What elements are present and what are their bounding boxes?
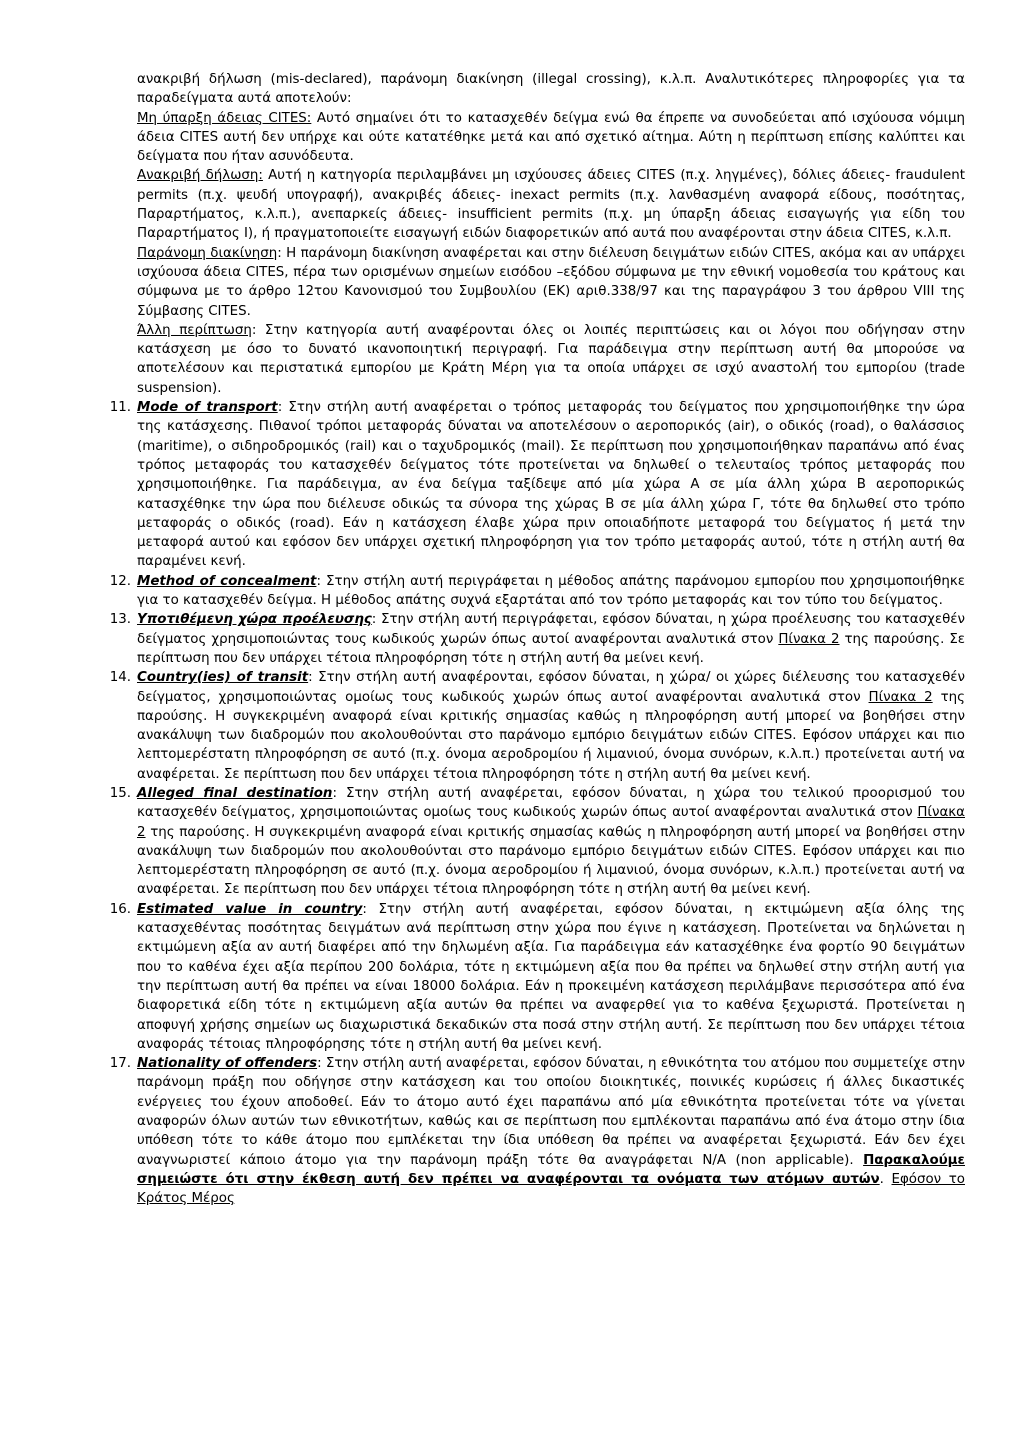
item-term: Country(ies) of transit <box>137 670 309 686</box>
item-term: Nationality of offenders <box>137 1056 318 1072</box>
member-state-link: Εφόσον το Κράτος Μέρος <box>137 1171 965 1207</box>
table-2-link[interactable]: Πίνακα 2 <box>137 805 965 840</box>
list-item-14 <box>109 668 965 784</box>
numbered-list <box>109 398 966 1208</box>
list-item-17 <box>109 1054 965 1208</box>
table-2-link[interactable]: Πίνακα 2 <box>868 689 933 705</box>
misdeclared-paragraph <box>137 166 965 243</box>
list-number: 12. <box>109 573 131 589</box>
list-number: 16. <box>109 901 131 917</box>
other-case-text: : Στην κατηγορία αυτή αναφέρονται όλες οι λοιπές περιπτώσεις και οι λόγοι που οδήγησαν στην κατάσχεση με όσο το δυνατό ικανοποιητική περιγραφή. Για παράδειγμα στην περίπτωση αυτή θα μπορούσε να αποτελέσουν και περιστατικά εμπορίου με Κράτη Μέρη για τα οποία υπάρχει σε ισχύ αναστολή του εμπορίου (trade suspension). <box>137 322 965 396</box>
illegal-crossing-term: Παράνομη διακίνηση <box>137 245 278 261</box>
list-number: 13. <box>109 612 131 628</box>
document-page <box>109 70 966 1209</box>
list-item-13 <box>109 610 966 668</box>
item-text: της παρούσης. Η συγκεκριμένη αναφορά είναι κριτικής σημασίας καθώς η πληροφόρηση αυτή μπορεί να βοηθήσει στην ανακάλυψη των διαδρομών που ακολουθούνται στο παράνομο εμπόριο δειγμάτων ειδών CITES. Εφόσον υπάρχει και πιο λεπτομερέστατη πληροφόρηση σε αυτό (π.χ. όνομα αεροδρομίου ή λιμανιού, όνομα συνόρων, κ.λ.π.) προτείνεται αυτή να αναφέρεται. Σε περίπτωση που δεν υπάρχει τέτοια πληροφόρηση τότε η στήλη αυτή θα μείνει κενή. <box>137 824 965 898</box>
intro-paragraph <box>137 70 965 109</box>
item-text: : Στην στήλη αυτή αναφέρεται, εφόσον δύναται, η εθνικότητα του ατόμου που συμμετείχε στην παράνομη πράξη που οδήγησε στην κατάσχεση και του οποίου διοικητικές, ποινικές κυρώσεις ή άλλες δικαστικές ενέργειες του έχουν αποδοθεί. Εάν το άτομο αυτό έχει παραπάνω από μία εθνικότητα προτείνεται τότε να γίνεται αναφορών όλων αυτών των εθνικοτήτων, καθώς και σε περίπτωση που εμπλέκονται παραπάνω από ένα άτομο στην ίδια υπόθεση τότε το κάθε άτομο που εμπλέκεται την ίδια υπόθεση θα πρέπει να αναφέρεται ξεχωριστά. Εάν δεν έχει αναγνωριστεί κάποιο άτομο για την παράνομη πράξη τότε θα αναγράφεται N/A (non applicable). <box>137 1056 965 1168</box>
item-term: Alleged final destination <box>137 785 333 801</box>
illegal-crossing-text: : Η παράνομη διακίνηση αναφέρεται και στην διέλευση δειγμάτων ειδών CITES, ακόμα και αν υπάρχει ισχύουσα άδεια CITES, πέρα των ορισμένων σημείων εισόδου –εξόδου σύμφωνα με την εθνική νομοθεσία του κράτους και σύμφωνα με το άρθρο 12του Κανονισμού του Συμβουλίου (ΕΚ) αριθ.338/97 και της παραγράφου 3 του άρθρου VIII της Σύμβασης CITES. <box>137 245 965 319</box>
intro-text: ανακριβή δήλωση (mis-declared), παράνομη διακίνηση (illegal crossing), κ.λ.π. Αναλυτικότερες πληροφορίες για τα παραδείγματα αυτά αποτελούν: <box>137 72 965 107</box>
other-case-paragraph <box>137 321 965 398</box>
list-number: 15. <box>109 785 131 801</box>
misdeclared-text: Αυτή η κατηγορία περιλαμβάνει μη ισχύουσες άδειες CITES (π.χ. ληγμένες), δόλιες άδειες- fraudulent permits (π.χ. ψευδή υπογραφή), ανακριβές άδειες- inexact permits (π.χ. λανθασμένη αναφορά είδους, ποσότητας, Παραρτήματος, κ.λ.π.), ανεπαρκείς άδειες- insufficient permits (π.χ. μη ύπαρξη άδειας εισαγωγής για είδη του Παραρτήματος Ι), ή πραγματοποιείτε εισαγωγή ειδών διαφορετικών από αυτά που αναφέρονται στην άδεια CITES, κ.λ.π. <box>137 168 966 242</box>
list-number: 14. <box>109 670 131 686</box>
item-text: . <box>879 1171 892 1187</box>
item-text: της παρούσης. Σε περίπτωση που δεν υπάρχει τέτοια πληροφόρηση τότε η στήλη αυτή θα μείνει κενή. <box>137 631 966 666</box>
table-2-link[interactable]: Πίνακα 2 <box>778 631 840 647</box>
list-number: 17. <box>109 1056 131 1072</box>
list-item-11 <box>109 398 966 572</box>
list-number: 11. <box>109 400 131 416</box>
illegal-crossing-paragraph <box>137 244 965 321</box>
list-item-12 <box>109 572 965 611</box>
no-permit-term: Μη ύπαρξη άδειας CITES: <box>137 110 312 126</box>
item-text: : Στην στήλη αυτή αναφέρεται ο τρόπος μεταφοράς του δείγματος που χρησιμοποιήθηκε την ώρα της κατάσχεσης. Πιθανοί τρόποι μεταφοράς δύναται να αποτελέσουν ο αεροπορικός (air), ο οδικός (road), ο θαλάσσιος (maritime), ο σιδηροδρομικός (rail) και ο ταχυδρομικός (mail). Σε περίπτωση που χρησιμοποιήθηκαν παραπάνω από ένας τρόπος μεταφοράς του κατασχεθέν δείγματος τότε προτείνεται να δηλωθεί ο τελευταίος τρόπος μεταφοράς που χρησιμοποιήθηκε. Για παράδειγμα, αν ένα δείγμα ταξίδεψε από μία χώρα Α σε μία άλλη χώρα Β αεροπορικώς κατασχέθηκε την ώρα που διέλευσε οδικώς τα σύνορα της χώρας Β σε μία άλλη χώρα Γ, τότε θα δηλωθεί στο τρόπο μεταφοράς ο οδικός (road). Εάν η κατάσχεση έλαβε χώρα πριν οποιαδήποτε μεταφορά του δείγματος ή μετά την μεταφορά αυτού και εφόσον δεν υπάρχει σχετική πληροφόρηση για τον τρόπο μεταφοράς αυτού, τότε η στήλη αυτή θα παραμένει κενή. <box>137 400 966 570</box>
item-text: : Στην στήλη αυτή αναφέρεται, εφόσον δύναται, η χώρα του τελικού προορισμού του κατασχεθέν δείγματος, χρησιμοποιώντας ομοίως τους κωδικούς χωρών όπως αυτοί αναφέρονται αναλυτικά στον <box>137 785 965 821</box>
misdeclared-term: Ανακριβή δήλωση: <box>137 168 263 184</box>
item-term: Mode of transport <box>137 400 278 416</box>
no-permit-paragraph <box>137 109 965 167</box>
other-case-term: Άλλη περίπτωση <box>137 322 252 338</box>
item-text: : Στην στήλη αυτή αναφέρονται, εφόσον δύναται, η χώρα/ οι χώρες διέλευσης του κατασχεθέν δείγματος, χρησιμοποιώντας ομοίως τους κωδικούς χωρών όπως αυτοί αναφέρονται αναλυτικά στον <box>137 670 965 705</box>
list-item-16 <box>109 900 965 1054</box>
item-text: : Στην στήλη αυτή περιγράφεται, εφόσον δύναται, η χώρα προέλευσης του κατασχεθέν δείγματος χρησιμοποιώντας τους κωδικούς χωρών όπως αυτοί αναφέρονται αναλυτικά στον <box>137 612 965 647</box>
item-text: της παρούσης. Η συγκεκριμένη αναφορά είναι κριτικής σημασίας καθώς η πληροφόρηση αυτή μπορεί να βοηθήσει στην ανακάλυψη των διαδρομών που ακολουθούνται στο παράνομο εμπόριο δειγμάτων ειδών CITES. Εφόσον υπάρχει και πιο λεπτομερέστατη πληροφόρηση σε αυτό (π.χ. όνομα αεροδρομίου ή λιμανιού, όνομα συνόρων, κ.λ.π.) προτείνεται αυτή να αναφέρεται. Σε περίπτωση που δεν υπάρχει τέτοια πληροφόρηση τότε η στήλη αυτή θα μείνει κενή. <box>137 689 965 782</box>
item-text: : Στην στήλη αυτή περιγράφεται η μέθοδος απάτης παράνομου εμπορίου που χρησιμοποιήθηκε για το κατασχεθέν δείγμα. Η μέθοδος απάτης συχνά εξαρτάται από τον τρόπο μεταφοράς και τον τύπο του δείγματος. <box>137 573 965 609</box>
no-permit-text: Αυτό σημαίνει ότι το κατασχεθέν δείγμα ενώ θα έπρεπε να συνοδεύεται από ισχύουσα νόμιμη άδεια CITES αυτή δεν υπήρχε και ούτε κατατέθηκε μετά και από σχετικό αίτημα. Αύτη η περίπτωση επίσης καλύπτει και δείγματα που ήταν ασυνόδευτα. <box>137 110 965 165</box>
item-term: Method of concealment <box>137 573 317 589</box>
item-term: Estimated value in country <box>137 901 363 917</box>
list-item-15 <box>109 784 965 900</box>
bold-note: Παρακαλούμε σημειώστε ότι στην έκθεση αυτή δεν πρέπει να αναφέρονται τα ονόματα των ατόμων αυτών <box>137 1152 965 1187</box>
item-text: : Στην στήλη αυτή αναφέρεται, εφόσον δύναται, η εκτιμώμενη αξία όλης της κατασχεθέντας ποσότητας δειγμάτων ανά περίπτωση στην χώρα που έγινε η κατάσχεση. Προτείνεται να δηλώνεται η εκτιμώμενη αξία αν αυτή διαφέρει από την δηλωμένη αξία. Για παράδειγμα εάν κατασχέθηκε ένα φορτίο 90 δειγμάτων που το καθένα έχει αξία περίπου 200 δολάρια, τότε η εκτιμώμενη αξία που θα πρέπει να δηλωθεί στην στήλη αυτή για την περίπτωση αυτή θα πρέπει να είναι 18000 δολάρια. Εάν η προκειμένη κατάσχεση περιλάμβανε περισσότερα από ένα διαφορετικά είδη τότε η εκτιμώμενη αξία αυτών θα πρέπει να αναφερθεί για το καθένα ξεχωριστά. Προτείνεται η αποφυγή χρήσης σημείων ως διαχωριστικά δεκαδικών στα ποσά στην στήλη αυτή. Σε περίπτωση που δεν υπάρχει τέτοια αναφοράς τέτοιας πληροφόρησης τότε η στήλη αυτή θα μείνει κενή. <box>137 901 965 1052</box>
item-term: Υποτιθέμενη χώρα προέλευσης <box>137 612 372 628</box>
